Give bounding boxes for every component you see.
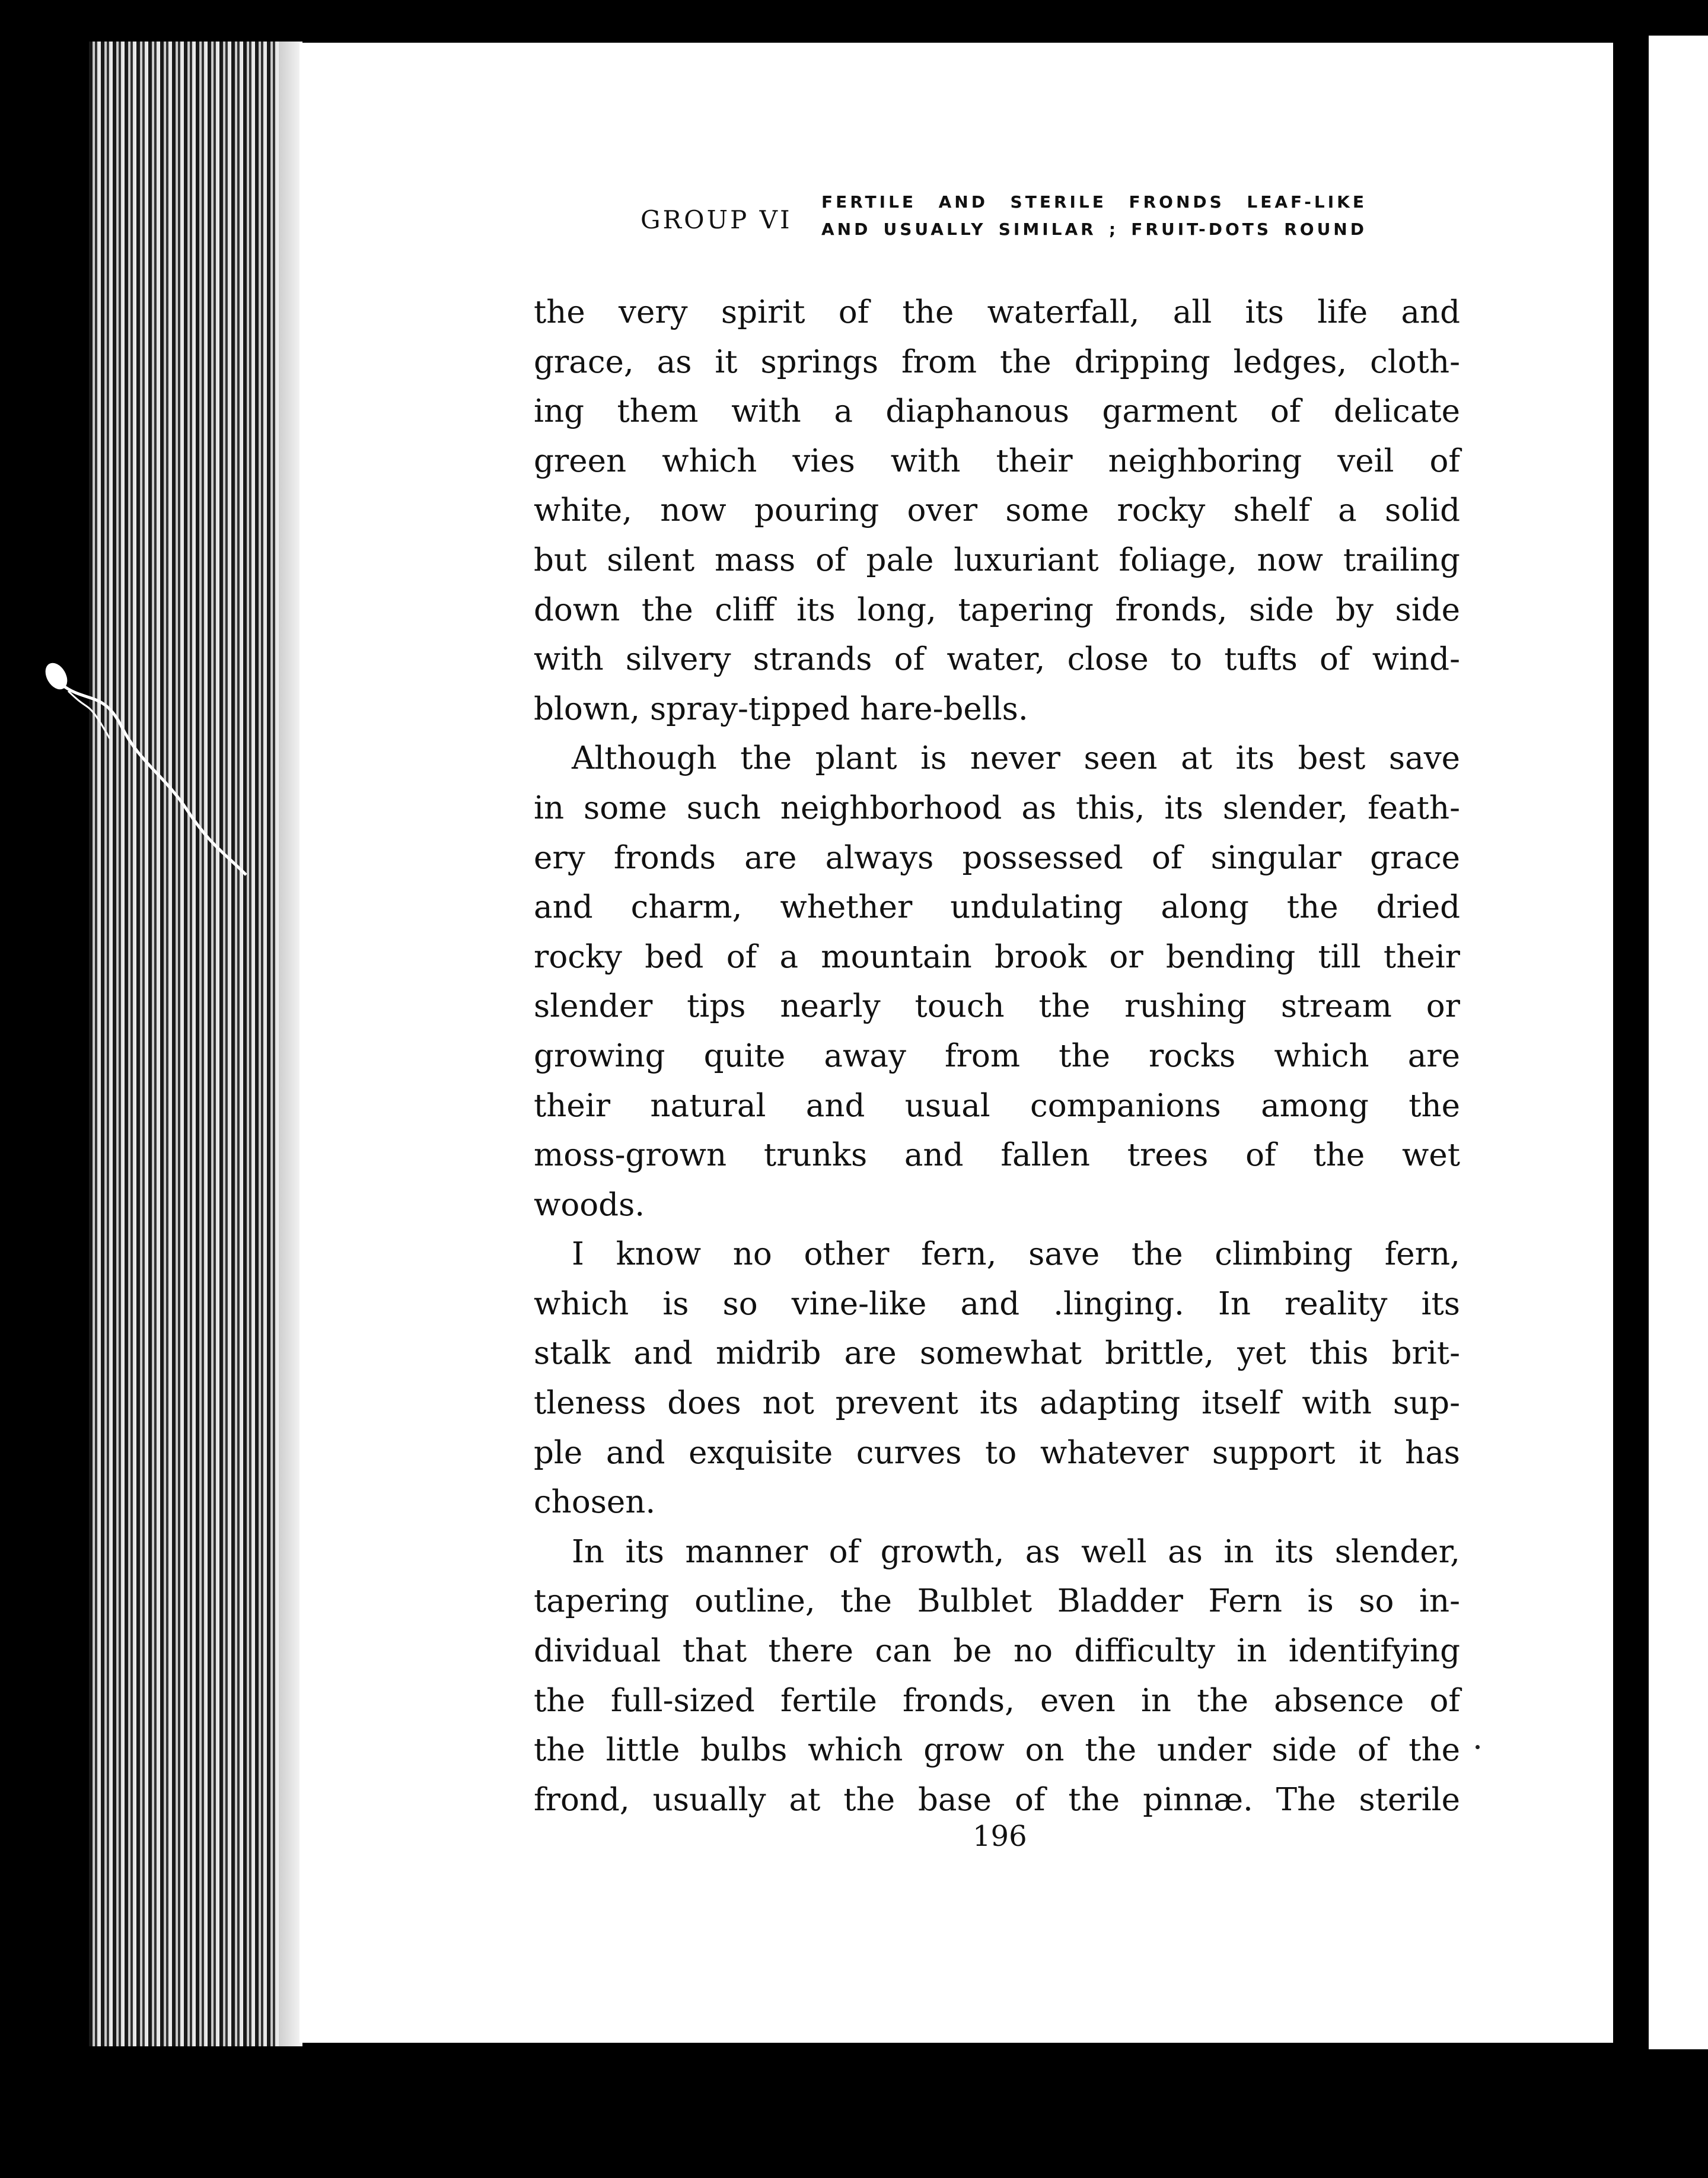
text-line: woods. (534, 1186, 645, 1223)
text-line: slender tips nearly touch the rushing stream or (534, 988, 1460, 1025)
running-head-line-2: AND USUALLY SIMILAR ; FRUIT-DOTS ROUND (821, 219, 1367, 239)
text-line: the little bulbs which grow on the under side of the (534, 1732, 1460, 1769)
text-line: moss-grown trunks and fallen trees of the wet (534, 1137, 1460, 1174)
text-line: blown, spray-tipped hare-bells. (534, 690, 1028, 727)
text-line: their natural and usual companions among the (534, 1087, 1460, 1124)
text-line: tapering outline, the Bulblet Bladder Fern is so in- (534, 1583, 1460, 1620)
text-line: growing quite away from the rocks which are (534, 1037, 1460, 1074)
text-line: white, now pouring over some rocky shelf a solid (534, 492, 1460, 529)
text-line: In its manner of growth, as well as in its slender, (572, 1533, 1460, 1570)
text-line: but silent mass of pale luxuriant foliage, now trailing (534, 542, 1460, 578)
book-gutter (1613, 43, 1649, 2043)
text-line: Although the plant is never seen at its best save (572, 740, 1460, 777)
running-head (640, 189, 1367, 254)
bookmark-thread (33, 655, 258, 893)
body-text (534, 288, 1460, 1824)
text-line: green which vies with their neighboring veil of (534, 442, 1460, 479)
text-line: with silvery strands of water, close to tufts of wind- (534, 641, 1460, 678)
text-line: and charm, whether undulating along the dried (534, 889, 1460, 926)
facing-page-edge (1649, 36, 1708, 2049)
text-line: down the cliff its long, tapering fronds, side by side (534, 591, 1460, 628)
text-line: chosen. (534, 1484, 656, 1521)
book-page-edges (89, 42, 302, 2046)
stray-ink-mark (1476, 1745, 1480, 1749)
text-line: tleness does not prevent its adapting itself with sup- (534, 1385, 1460, 1422)
text-line: in some such neighborhood as this, its slender, feath- (534, 789, 1460, 826)
text-line: ing them with a diaphanous garment of delicate (534, 393, 1460, 430)
text-line: I know no other fern, save the climbing fern, (572, 1236, 1460, 1273)
text-line: the full-sized fertile fronds, even in the absence of (534, 1682, 1460, 1719)
text-line: rocky bed of a mountain brook or bending till their (534, 938, 1460, 975)
text-line: frond, usually at the base of the pinnæ. The sterile (534, 1781, 1460, 1818)
text-line: ery fronds are always possessed of singular grace (534, 839, 1460, 876)
text-line: dividual that there can be no difficulty in identifying (534, 1633, 1460, 1670)
text-line: grace, as it springs from the dripping ledges, cloth- (534, 343, 1460, 380)
text-line: stalk and midrib are somewhat brittle, yet this brit- (534, 1335, 1460, 1372)
running-head-description (821, 189, 1367, 243)
running-head-group: GROUP VI (640, 205, 792, 234)
text-line: ple and exquisite curves to whatever support it has (534, 1434, 1460, 1471)
text-line: the very spirit of the waterfall, all its life and (534, 294, 1460, 330)
running-head-line-1: FERTILE AND STERILE FRONDS LEAF-LIKE (821, 192, 1367, 212)
page-number: 196 (973, 1820, 1027, 1853)
text-line: which is so vine-like and .linging. In reality its (534, 1285, 1460, 1322)
